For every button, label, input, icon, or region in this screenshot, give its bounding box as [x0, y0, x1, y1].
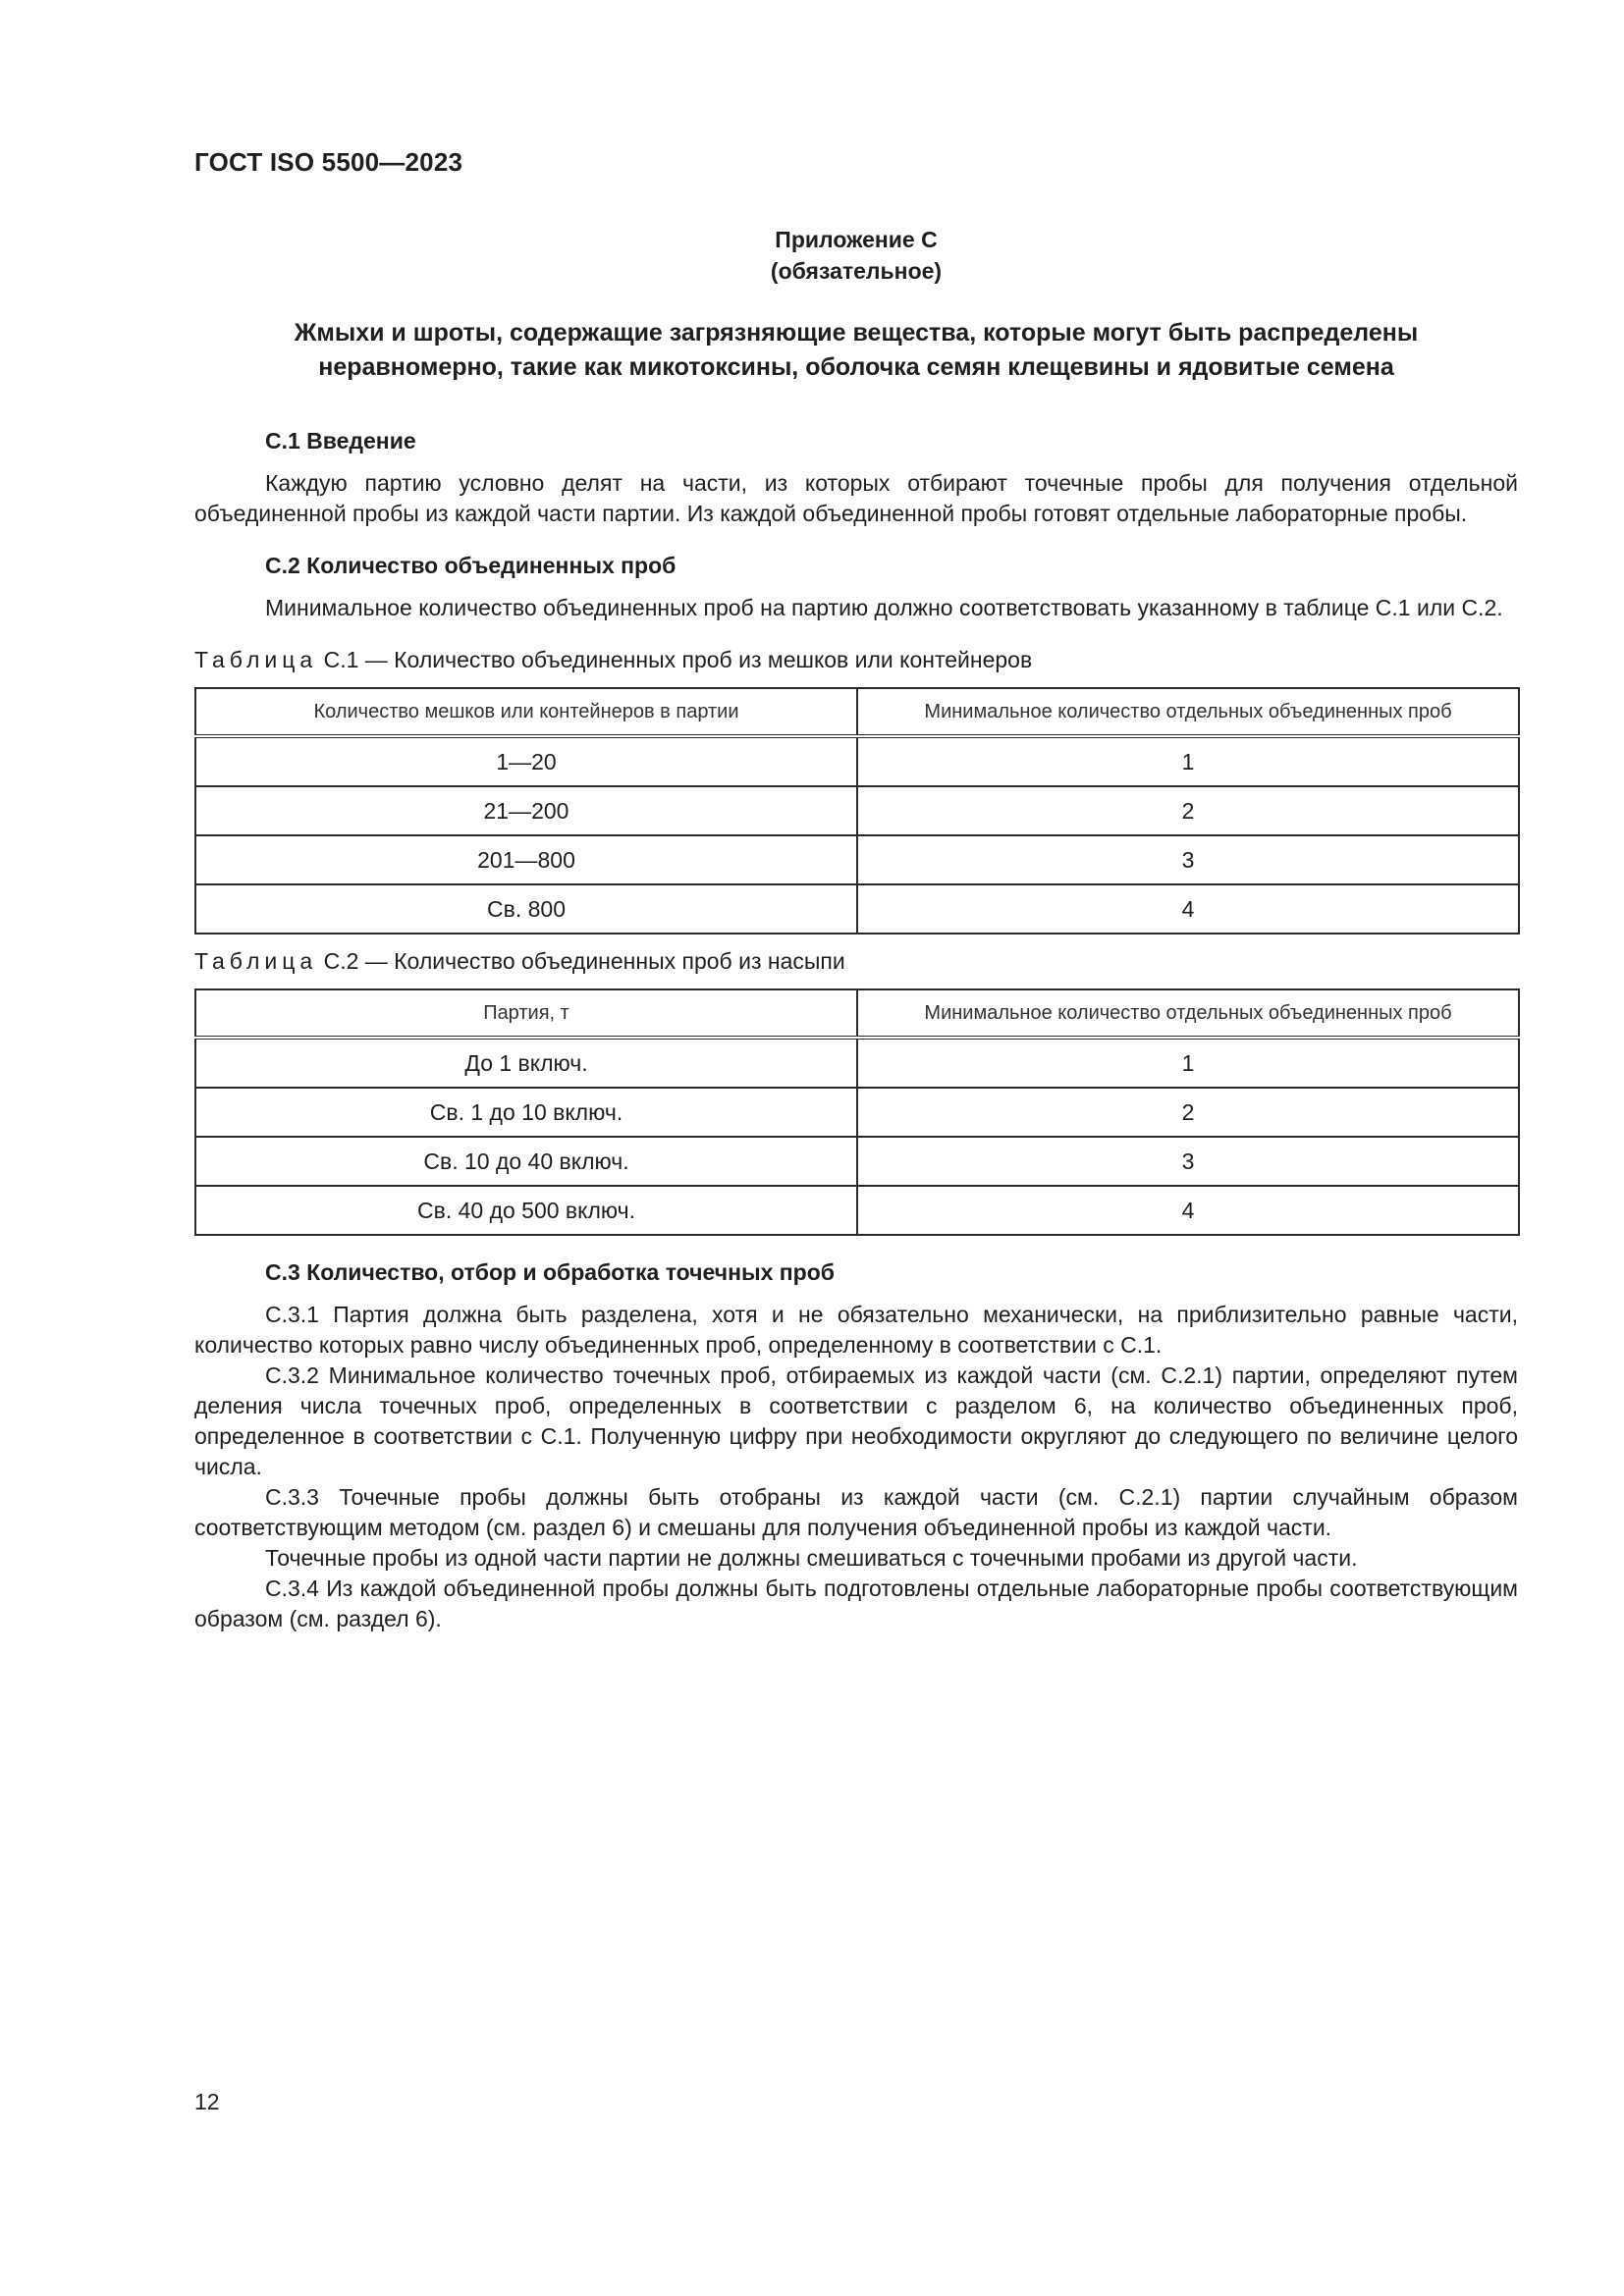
table-cell: 201—800: [195, 835, 857, 884]
section-c3-paragraph-4: Точечные пробы из одной части партии не должны смешиваться с точечными пробами из другой части.: [265, 1545, 1358, 1571]
column-header: Минимальное количество отдельных объединенных проб: [857, 688, 1519, 736]
annex-title-line-1: Жмыхи и шроты, содержащие загрязняющие вещества, которые могут быть распределены: [294, 319, 1419, 347]
annex-header: [194, 224, 1518, 287]
table-c1-caption: [194, 645, 1518, 675]
table-cell: 3: [857, 1137, 1519, 1186]
table-row: [195, 736, 1519, 786]
table-c1: [194, 687, 1520, 934]
page-number: 12: [194, 2089, 220, 2114]
table-cell: 4: [857, 1186, 1519, 1235]
section-c3-paragraph-5: С.3.4 Из каждой объединенной пробы должны быть подготовлены отдельные лабораторные пробы соответствующим образом (см. раздел 6).: [194, 1575, 1518, 1631]
table-cell: 1: [857, 736, 1519, 786]
table-cell: До 1 включ.: [195, 1038, 857, 1088]
table-row: [195, 1137, 1519, 1186]
document-page: [194, 0, 1518, 2296]
table-row: [195, 786, 1519, 835]
table-cell: Св. 10 до 40 включ.: [195, 1137, 857, 1186]
annex-status: (обязательное): [770, 258, 943, 284]
section-c2-text: Минимальное количество объединенных проб на партию должно соответствовать указанному в таблице С.1 или С.2.: [265, 595, 1503, 620]
section-heading-c3: С.3 Количество, отбор и обработка точечных проб: [265, 1259, 835, 1285]
section-c3-paragraph-1: С.3.1 Партия должна быть разделена, хотя и не обязательно механически, на приблизительно равные части, количество которых равно числу объединенных проб, определенному в соответствии с С.1.: [194, 1302, 1518, 1358]
table-row: [195, 1088, 1519, 1137]
table-c1-caption-word: Таблица: [194, 647, 318, 672]
table-c1-caption-text: С.1 — Количество объединенных проб из мешков или контейнеров: [317, 647, 1033, 672]
table-cell: 3: [857, 835, 1519, 884]
section-c3-paragraph-3: С.3.3 Точечные пробы должны быть отобраны из каждой части (см. С.2.1) партии случайным образом соответствующим методом (см. раздел 6) и смешаны для получения объединенной пробы из каждой части.: [194, 1484, 1518, 1540]
section-c1-text: Каждую партию условно делят на части, из которых отбирают точечные пробы для получения отдельной объединенной пробы из каждой части партии. Из каждой объединенной пробы готовят отдельные лабораторные пробы.: [194, 470, 1518, 526]
document-body: [194, 426, 1518, 1634]
table-c2: [194, 988, 1520, 1236]
table-row: [195, 1038, 1519, 1088]
table-cell: 1: [857, 1038, 1519, 1088]
table-cell: Св. 40 до 500 включ.: [195, 1186, 857, 1235]
table-cell: 2: [857, 786, 1519, 835]
column-header: Количество мешков или контейнеров в партии: [195, 688, 857, 736]
table-c2-caption-text: С.2 — Количество объединенных проб из насыпи: [317, 948, 845, 974]
table-cell: Св. 1 до 10 включ.: [195, 1088, 857, 1137]
column-header: Партия, т: [195, 989, 857, 1038]
annex-title: [194, 316, 1518, 385]
table-cell: Св. 800: [195, 884, 857, 934]
table-row: [195, 835, 1519, 884]
table-cell: 4: [857, 884, 1519, 934]
annex-label: Приложение С: [775, 227, 938, 252]
table-header-row: [195, 688, 1519, 736]
table-row: [195, 1186, 1519, 1235]
table-cell: 1—20: [195, 736, 857, 786]
section-heading-c1: С.1 Введение: [265, 428, 416, 454]
table-cell: 2: [857, 1088, 1519, 1137]
section-c3-paragraph-2: С.3.2 Минимальное количество точечных проб, отбираемых из каждой части (см. С.2.1) партии, определяют путем деления числа точечных проб, определенных в соответствии с разделом 6, на количество объединенных проб, определенное в соответствии с С.1. Полученную цифру при необходимости округляют до следующего по величине целого числа.: [194, 1362, 1518, 1479]
table-header-row: [195, 989, 1519, 1038]
table-c2-caption: [194, 946, 1518, 977]
section-heading-c2: С.2 Количество объединенных проб: [265, 553, 677, 578]
table-c2-caption-word: Таблица: [194, 948, 318, 974]
table-cell: 21—200: [195, 786, 857, 835]
annex-title-line-2: неравномерно, такие как микотоксины, оболочка семян клещевины и ядовитые семена: [318, 353, 1394, 381]
column-header: Минимальное количество отдельных объединенных проб: [857, 989, 1519, 1038]
table-row: [195, 884, 1519, 934]
document-code: ГОСТ ISO 5500—2023: [194, 147, 463, 177]
